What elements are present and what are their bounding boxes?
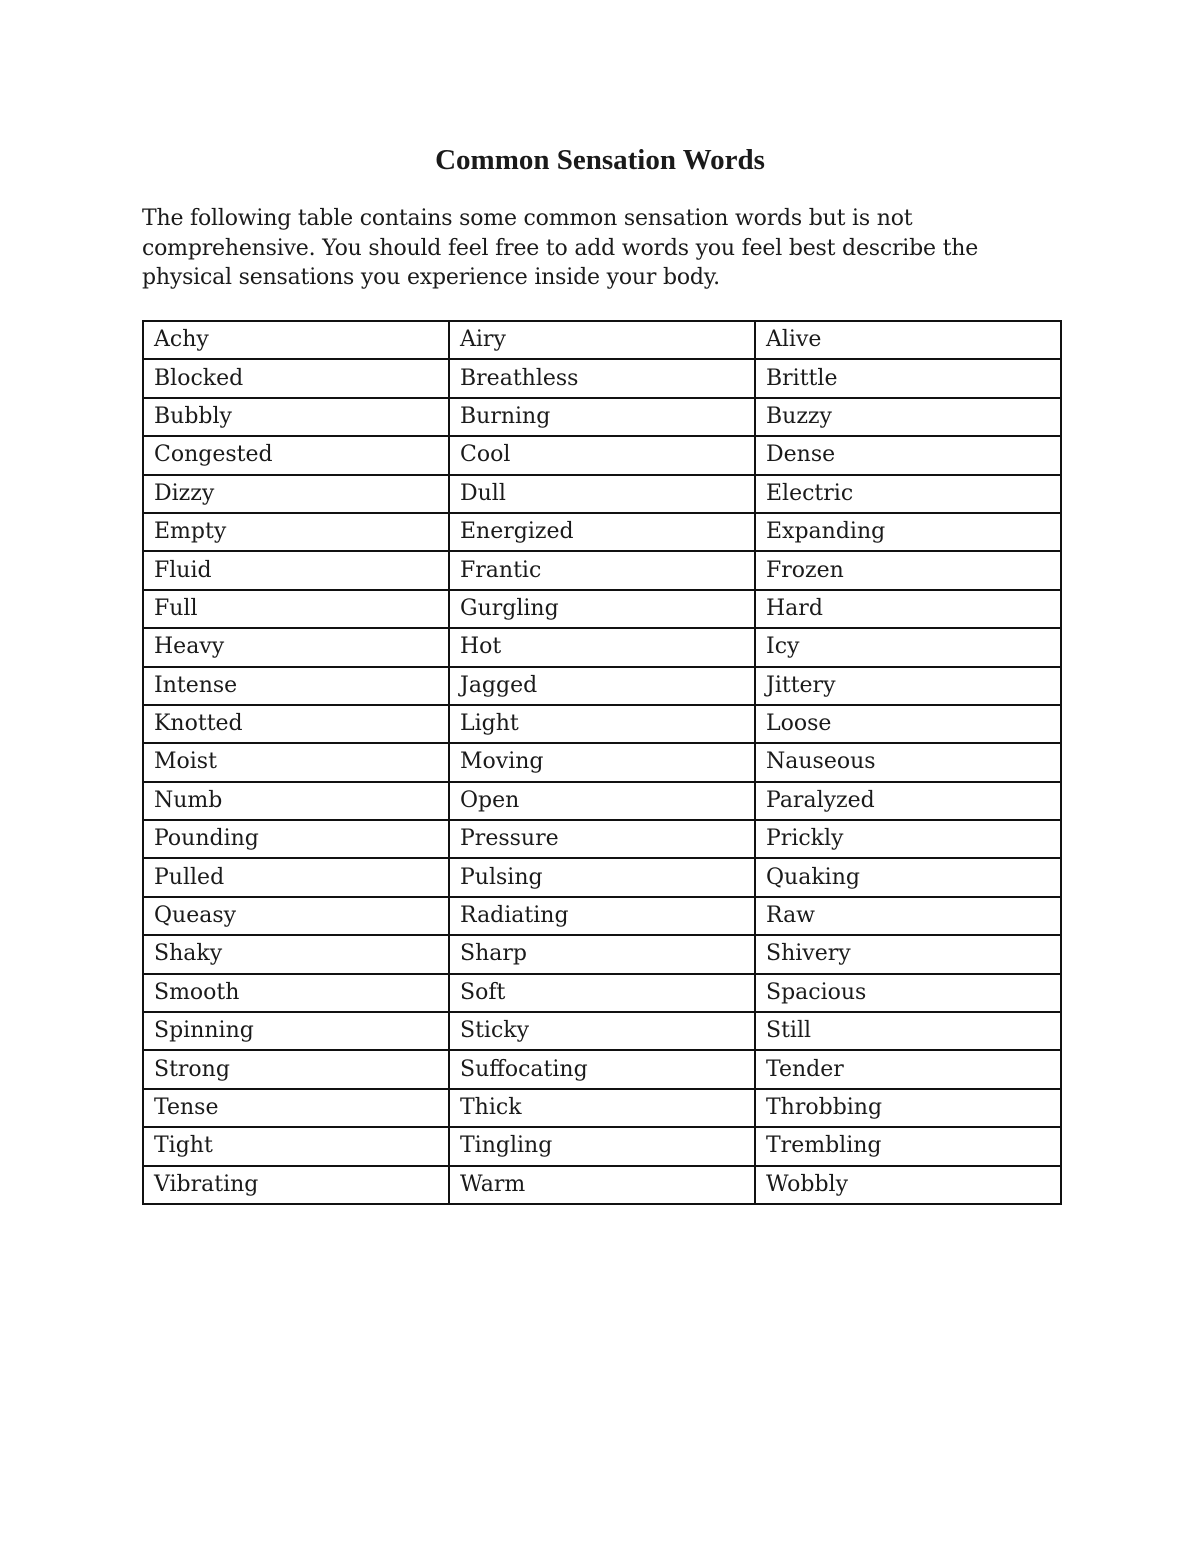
table-cell: Tight — [143, 1127, 449, 1165]
table-row — [143, 628, 1061, 666]
table-cell: Open — [449, 782, 755, 820]
table-cell: Burning — [449, 398, 755, 436]
table-cell: Still — [755, 1012, 1061, 1050]
table-cell: Pressure — [449, 820, 755, 858]
table-row — [143, 897, 1061, 935]
table-cell: Intense — [143, 667, 449, 705]
table-row — [143, 820, 1061, 858]
table-row — [143, 1089, 1061, 1127]
page-title: Common Sensation Words — [435, 144, 765, 176]
table-cell: Energized — [449, 513, 755, 551]
table-row — [143, 743, 1061, 781]
table-row — [143, 858, 1061, 896]
table-cell: Spacious — [755, 974, 1061, 1012]
table-cell: Blocked — [143, 359, 449, 397]
table-row — [143, 782, 1061, 820]
table-row — [143, 1127, 1061, 1165]
table-cell: Dense — [755, 436, 1061, 474]
table-cell: Thick — [449, 1089, 755, 1127]
table-cell: Empty — [143, 513, 449, 551]
table-cell: Fluid — [143, 551, 449, 589]
sensation-words-table — [142, 320, 1062, 1205]
table-cell: Dull — [449, 475, 755, 513]
table-row — [143, 667, 1061, 705]
table-cell: Trembling — [755, 1127, 1061, 1165]
table-cell: Radiating — [449, 897, 755, 935]
table-cell: Queasy — [143, 897, 449, 935]
table-cell: Vibrating — [143, 1166, 449, 1204]
table-row — [143, 436, 1061, 474]
table-cell: Knotted — [143, 705, 449, 743]
table-cell: Heavy — [143, 628, 449, 666]
table-cell: Jittery — [755, 667, 1061, 705]
table-cell: Pounding — [143, 820, 449, 858]
table-cell: Dizzy — [143, 475, 449, 513]
table-cell: Hot — [449, 628, 755, 666]
table-cell: Buzzy — [755, 398, 1061, 436]
table-cell: Airy — [449, 321, 755, 359]
table-cell: Wobbly — [755, 1166, 1061, 1204]
table-row — [143, 359, 1061, 397]
table-cell: Congested — [143, 436, 449, 474]
table-cell: Sharp — [449, 935, 755, 973]
table-row — [143, 475, 1061, 513]
table-cell: Frantic — [449, 551, 755, 589]
intro-paragraph: The following table contains some common sensation words but is not comprehensive. You should feel free to add words you feel best describe the physical sensations you experience inside your body. — [142, 206, 979, 290]
table-cell: Achy — [143, 321, 449, 359]
table-cell: Prickly — [755, 820, 1061, 858]
table-cell: Pulsing — [449, 858, 755, 896]
table-cell: Frozen — [755, 551, 1061, 589]
table-cell: Sticky — [449, 1012, 755, 1050]
table-cell: Hard — [755, 590, 1061, 628]
table-cell: Nauseous — [755, 743, 1061, 781]
table-cell: Raw — [755, 897, 1061, 935]
table-cell: Gurgling — [449, 590, 755, 628]
table-cell: Tender — [755, 1050, 1061, 1088]
table-cell: Cool — [449, 436, 755, 474]
table-row — [143, 590, 1061, 628]
table-cell: Pulled — [143, 858, 449, 896]
table-row — [143, 1166, 1061, 1204]
table-row — [143, 974, 1061, 1012]
table-row — [143, 551, 1061, 589]
table-cell: Breathless — [449, 359, 755, 397]
table-cell: Warm — [449, 1166, 755, 1204]
table-row — [143, 1012, 1061, 1050]
table-row — [143, 398, 1061, 436]
table-body — [143, 321, 1061, 1204]
table-cell: Loose — [755, 705, 1061, 743]
table-cell: Suffocating — [449, 1050, 755, 1088]
table-cell: Tense — [143, 1089, 449, 1127]
table-row — [143, 513, 1061, 551]
table-cell: Bubbly — [143, 398, 449, 436]
table-cell: Jagged — [449, 667, 755, 705]
table-cell: Soft — [449, 974, 755, 1012]
table-cell: Strong — [143, 1050, 449, 1088]
table-cell: Moving — [449, 743, 755, 781]
table-cell: Shivery — [755, 935, 1061, 973]
table-cell: Moist — [143, 743, 449, 781]
table-row — [143, 935, 1061, 973]
table-cell: Expanding — [755, 513, 1061, 551]
table-cell: Quaking — [755, 858, 1061, 896]
table-cell: Paralyzed — [755, 782, 1061, 820]
table-cell: Tingling — [449, 1127, 755, 1165]
table-row — [143, 321, 1061, 359]
table-cell: Numb — [143, 782, 449, 820]
table-cell: Brittle — [755, 359, 1061, 397]
table-cell: Icy — [755, 628, 1061, 666]
table-cell: Full — [143, 590, 449, 628]
table-row — [143, 705, 1061, 743]
table-cell: Shaky — [143, 935, 449, 973]
table-cell: Spinning — [143, 1012, 449, 1050]
table-cell: Smooth — [143, 974, 449, 1012]
table-cell: Electric — [755, 475, 1061, 513]
table-cell: Throbbing — [755, 1089, 1061, 1127]
table-row — [143, 1050, 1061, 1088]
table-cell: Alive — [755, 321, 1061, 359]
table-cell: Light — [449, 705, 755, 743]
